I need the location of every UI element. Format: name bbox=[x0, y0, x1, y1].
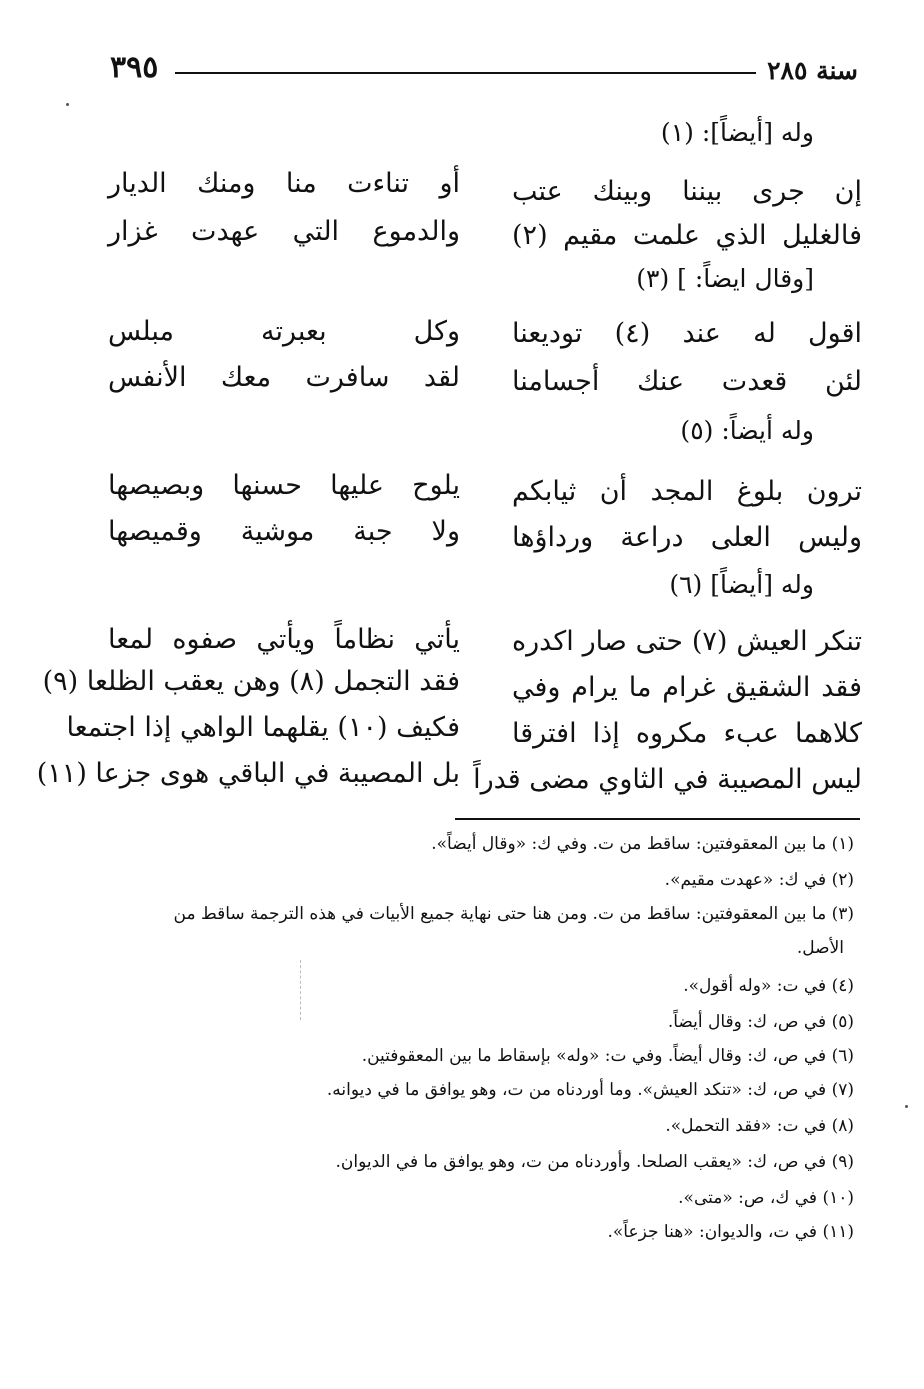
verse-first-hemistich: وليس العلى دراعة ورداؤها bbox=[512, 522, 862, 553]
verse-second-hemistich: أو تناءت منا ومنك الديار bbox=[108, 168, 460, 199]
verse-first-hemistich: فقد الشقيق غرام ما يرام وفي bbox=[512, 672, 862, 703]
footnote: (٧) في ص، ك: «تنكد العيش». وما أوردناه من ت، وهو يوافق ما في ديوانه. bbox=[326, 1080, 854, 1100]
verse-second-hemistich: فكيف (١٠) يقلهما الواهي إذا اجتمعا bbox=[66, 712, 460, 743]
header-rule bbox=[175, 72, 756, 74]
scan-speck bbox=[905, 1105, 908, 1108]
verse-first-hemistich: لئن قعدت عنك أجسامنا bbox=[512, 366, 862, 397]
verse-second-hemistich: ولا جبة موشية وقميصها bbox=[108, 516, 460, 547]
footnote: (١٠) في ك، ص: «متى». bbox=[678, 1188, 854, 1208]
verse-second-hemistich: وكل بعبرته مبلس bbox=[108, 316, 460, 347]
scan-speck bbox=[66, 103, 69, 106]
verse-first-hemistich: ترون بلوغ المجد أن ثيابكم bbox=[512, 476, 862, 507]
footnote: (٤) في ت: «وله أقول». bbox=[683, 976, 854, 996]
verse-second-hemistich: فقد التجمل (٨) وهن يعقب الظلعا (٩) bbox=[42, 666, 460, 697]
verse-second-hemistich: والدموع التي عهدت غزار bbox=[108, 216, 460, 247]
page-number: ٣٩٥ bbox=[110, 50, 159, 85]
poem-heading: وله أيضاً: (٥) bbox=[680, 416, 814, 445]
verse-first-hemistich: كلاهما عبء مكروه إذا افترقا bbox=[512, 718, 862, 749]
verse-first-hemistich: تنكر العيش (٧) حتى صار اكدره bbox=[512, 626, 862, 657]
footnote: (٦) في ص، ك: وقال أيضاً. وفي ت: «وله» بإسقاط ما بين المعقوفتين. bbox=[361, 1046, 854, 1066]
footnote: (٥) في ص، ك: وقال أيضاً. bbox=[667, 1012, 854, 1032]
verse-first-hemistich: اقول له عند (٤) توديعنا bbox=[512, 318, 862, 349]
running-header-year: سنة ٢٨٥ bbox=[767, 56, 858, 85]
verse-second-hemistich: يأتي نظاماً ويأتي صفوه لمعا bbox=[108, 624, 460, 655]
footnote: (٣) ما بين المعقوفتين: ساقط من ت. ومن هنا حتى نهاية جميع الأبيات في هذه الترجمة ساقط من bbox=[173, 904, 854, 924]
verse-second-hemistich: يلوح عليها حسنها وبصيصها bbox=[108, 470, 460, 501]
verse-second-hemistich: بل المصيبة في الباقي هوى جزعا (١١) bbox=[36, 758, 460, 789]
footnote: (١) ما بين المعقوفتين: ساقط من ت. وفي ك: «وقال أيضاً». bbox=[431, 834, 854, 854]
footnote-rule bbox=[455, 818, 860, 820]
footnote: (١١) في ت، والديوان: «هنا جزعاً». bbox=[607, 1222, 854, 1242]
footnote: (٢) في ك: «عهدت مقيم». bbox=[664, 870, 854, 890]
poem-heading: وله [أيضاً] (٦) bbox=[669, 570, 814, 599]
verse-first-hemistich: فالغليل الذي علمت مقيم (٢) bbox=[512, 220, 862, 251]
poem-heading: وله [أيضاً]: (١) bbox=[660, 118, 814, 147]
verse-first-hemistich: ليس المصيبة في الثاوي مضى قدراً bbox=[473, 764, 862, 795]
footnote: (٨) في ت: «فقد التحمل». bbox=[665, 1116, 854, 1136]
poem-heading: [وقال ايضاً: ] (٣) bbox=[636, 264, 814, 293]
verse-first-hemistich: إن جرى بيننا وبينك عتب bbox=[512, 176, 862, 207]
footnote: (٩) في ص، ك: «يعقب الصلحا. وأوردناه من ت، وهو يوافق ما في الديوان. bbox=[335, 1152, 854, 1172]
verse-second-hemistich: لقد سافرت معك الأنفس bbox=[108, 362, 460, 393]
footnote-continuation: الأصل. bbox=[796, 938, 844, 958]
